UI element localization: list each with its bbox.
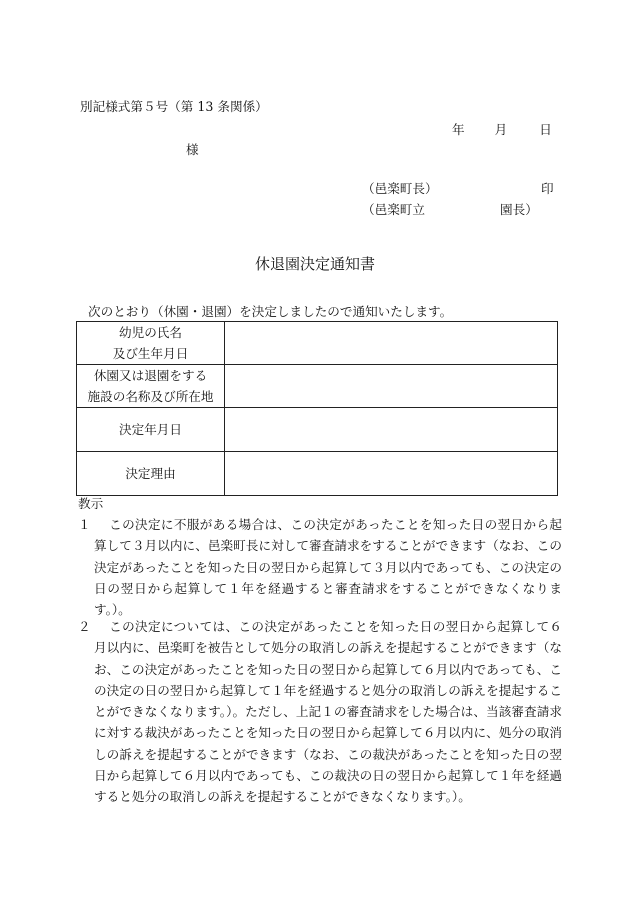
row-value-decision-date[interactable]: [225, 408, 558, 452]
issuer-mayor: （邑楽町長）: [362, 181, 438, 196]
date-year-label: 年: [452, 122, 465, 137]
row-value-facility[interactable]: [225, 365, 558, 408]
notice-item-number: １: [78, 517, 91, 532]
addressee-suffix: 様: [186, 142, 199, 157]
row-value-child-name[interactable]: [225, 322, 558, 365]
table-row: [77, 365, 558, 408]
date-month-label: 月: [494, 122, 508, 137]
notice-item: [78, 616, 562, 808]
table-row: [77, 408, 558, 452]
document-title: 休退園決定通知書: [254, 255, 375, 273]
notice-item-text: この決定については、この決定があったことを知った日の翌日から起算して６月以内に、邑楽町を被告として処分の取消しの訴えを提起することができます（なお、この決定があったことを知った日の翌日から起算して６月以内であっても、この決定の日の翌日から起算して１年を経過すると処分の取消しの訴えを提起することができなくなります。）。ただし、上記１の審査請求をした場合は、当該審査請求に対する裁決があったことを知った日の翌日から起算して６月以内に、処分の取消しの訴えを提起することができます（なお、この裁決があったことを知った日の翌日から起算して６月以内であっても、この裁決の日の翌日から起算して１年を経過すると処分の取消しの訴えを提起することができなくなります。）。: [94, 619, 562, 805]
form-number-header: 別記様式第５号（第 13 条関係）: [80, 99, 268, 114]
issuer-school-prefix: （邑楽町立: [362, 202, 425, 217]
row-label-facility: 休園又は退園をする 施設の名称及び所在地: [77, 365, 225, 408]
row-label-decision-date: 決定年月日: [77, 408, 225, 452]
table-row: [77, 452, 558, 496]
notice-item: [78, 514, 562, 620]
row-value-decision-reason[interactable]: [225, 452, 558, 496]
notice-heading: 教示: [78, 496, 104, 511]
row-label-child-name: 幼児の氏名 及び生年月日: [77, 322, 225, 365]
date-line: [452, 124, 552, 137]
table-row: [77, 322, 558, 365]
date-day-label: 日: [539, 122, 552, 137]
issuer-school-suffix: 園長）: [500, 202, 538, 217]
notice-item-text: この決定に不服がある場合は、この決定があったことを知った日の翌日から起算して３月以内に、邑楽町長に対して審査請求をすることができます（なお、この決定があったことを知った日の翌日から起算して３月以内であっても、この決定の日の翌日から起算して１年を経過すると審査請求をすることができなくなります。）。: [94, 517, 562, 618]
row-label-decision-reason: 決定理由: [77, 452, 225, 496]
intro-text: 次のとおり（休園・退園）を決定しましたので通知いたします。: [88, 304, 453, 319]
seal-mark: 印: [541, 181, 554, 196]
info-table: [76, 321, 558, 496]
notice-item-number: ２: [78, 619, 91, 634]
